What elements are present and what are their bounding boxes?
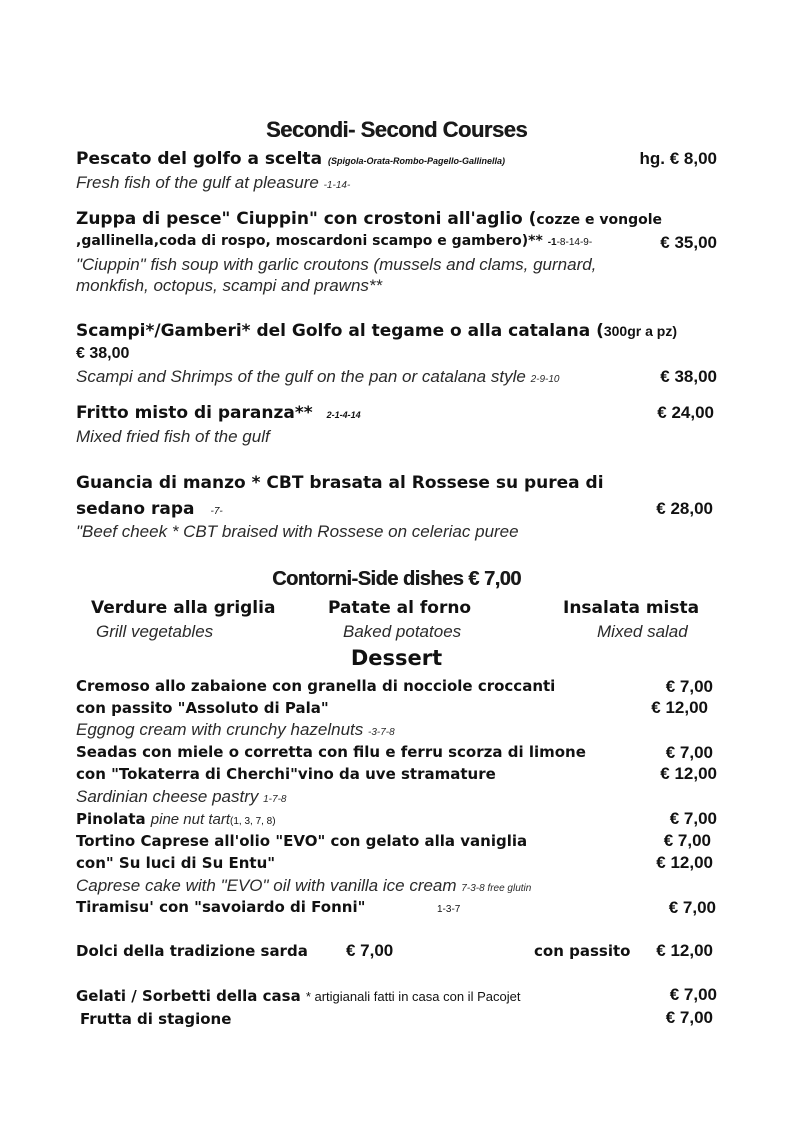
frutta-price: € 7,00	[665, 1008, 713, 1027]
contorni-item-3-name: Insalata mista	[563, 598, 700, 618]
seadas-price-1: € 7,00	[665, 743, 713, 762]
guancia-allergens: -7-	[210, 506, 223, 517]
cremoso-allergens: -3-7-8	[368, 727, 395, 738]
scampi-en-text: Scampi and Shrimps of the gulf on the pan or catalana style	[76, 367, 526, 386]
tortino-price-1: € 7,00	[663, 831, 711, 850]
guancia-name-2	[76, 499, 223, 519]
tortino-price-2: € 12,00	[656, 853, 713, 872]
section-title-dessert: Dessert	[350, 646, 443, 670]
tiramisu-name: Tiramisu' con "savoiardo di Fonni"	[76, 898, 366, 916]
pinolata-name: Pinolata	[76, 810, 146, 828]
zuppa-en-2: monkfish, octopus, scampi and prawns**	[76, 276, 383, 295]
seadas-allergens: 1-7-8	[263, 794, 287, 805]
zuppa-en-1: "Ciuppin" fish soup with garlic croutons (mussels and clams, gurnard,	[76, 255, 597, 274]
pinolata-allergens: (1, 3, 7, 8)	[230, 816, 276, 827]
pinolata-en: pine nut tart	[150, 811, 230, 828]
scampi-allergens: 2-9-10	[530, 374, 560, 385]
scampi-price-line: € 38,00	[76, 345, 130, 362]
gelati-line	[76, 986, 520, 1005]
dolci-price: € 7,00	[346, 941, 394, 960]
contorni-item-2-en: Baked potatoes	[343, 622, 462, 641]
fritto-en: Mixed fried fish of the gulf	[76, 427, 270, 446]
cremoso-en	[76, 720, 395, 740]
gelati-price: € 7,00	[669, 985, 717, 1004]
guancia-name-2-text: sedano rapa	[76, 499, 195, 519]
zuppa-line2	[76, 233, 592, 249]
seadas-price-2: € 12,00	[660, 764, 717, 783]
tortino-en	[76, 876, 531, 896]
scampi-name-text: Scampi*/Gamberi* del Golfo al tegame o alla catalana (	[76, 321, 604, 341]
gelati-name: Gelati / Sorbetti della casa	[76, 987, 301, 1005]
pescato-name-text: Pescato del golfo a scelta	[76, 149, 323, 169]
dolci-name: Dolci della tradizione sarda	[76, 942, 308, 960]
cremoso-en-text: Eggnog cream with crunchy hazelnuts	[76, 720, 364, 739]
section-title-contorni: Contorni-Side dishes € 7,00	[272, 568, 521, 590]
pescato-name	[76, 149, 505, 169]
dolci-passito-label: con passito	[534, 942, 631, 960]
tortino-line-1: Tortino Caprese all'olio "EVO" con gelato alla vaniglia	[76, 832, 528, 850]
pescato-allergens: -1-14-	[323, 180, 351, 191]
tiramisu-price: € 7,00	[668, 898, 716, 917]
zuppa-name	[76, 209, 662, 229]
scampi-detail: 300gr a pz)	[603, 323, 677, 339]
seadas-en	[76, 787, 286, 807]
contorni-item-1-name: Verdure alla griglia	[91, 598, 276, 618]
zuppa-line2-text: ,gallinella,coda di rospo, moscardoni scampo e gambero)**	[76, 233, 543, 249]
cremoso-price-1: € 7,00	[665, 677, 713, 696]
contorni-item-2-name: Patate al forno	[328, 598, 472, 618]
guancia-en: "Beef cheek * CBT braised with Rossese on celeriac puree	[76, 522, 519, 541]
zuppa-allergens: -8-14-9-	[556, 237, 593, 248]
gelati-note: * artigianali fatti in casa con il Pacojet	[305, 989, 521, 1004]
pescato-en-text: Fresh fish of the gulf at pleasure	[76, 173, 319, 192]
tortino-allergens: 7-3-8 free glutin	[461, 883, 532, 894]
tortino-line-2: con" Su luci di Su Entu"	[76, 854, 276, 872]
contorni-item-3-en: Mixed salad	[597, 622, 688, 641]
seadas-line-1: Seadas con miele o corretta con filu e ferru scorza di limone	[76, 743, 586, 761]
seadas-en-text: Sardinian cheese pastry	[76, 787, 259, 806]
fritto-name	[76, 403, 361, 423]
fritto-allergens: 2-1-4-14	[326, 410, 361, 420]
cremoso-line-2: con passito "Assoluto di Pala"	[76, 699, 329, 717]
contorni-item-1-en: Grill vegetables	[96, 622, 214, 641]
guancia-name-1: Guancia di manzo * CBT brasata al Rossese su purea di	[76, 473, 604, 493]
tortino-en-text: Caprese cake with "EVO" oil with vanilla ice cream	[76, 876, 457, 895]
dolci-passito-price: € 12,00	[656, 941, 713, 960]
seadas-line-2: con "Tokaterra di Cherchi"vino da uve stramature	[76, 765, 496, 783]
pescato-detail: (Spigola-Orata-Rombo-Pagello-Gallinella)	[327, 156, 505, 166]
cremoso-price-2: € 12,00	[651, 698, 708, 717]
guancia-price: € 28,00	[656, 499, 713, 518]
scampi-name	[76, 321, 677, 341]
pescato-en	[76, 173, 350, 193]
pinolata-line	[76, 809, 276, 828]
zuppa-price: € 35,00	[660, 233, 717, 252]
tiramisu-allergens: 1-3-7	[437, 904, 461, 915]
cremoso-line-1: Cremoso allo zabaione con granella di nocciole croccanti	[76, 677, 556, 695]
fritto-price: € 24,00	[657, 403, 714, 422]
scampi-price: € 38,00	[660, 367, 717, 386]
fritto-name-text: Fritto misto di paranza**	[76, 403, 313, 423]
scampi-en	[76, 367, 559, 387]
zuppa-allergens-b: -1	[547, 237, 557, 248]
zuppa-name-text: Zuppa di pesce" Ciuppin" con crostoni all'aglio (	[76, 209, 537, 229]
pescato-price: hg. € 8,00	[639, 149, 717, 168]
section-title-secondi: Secondi- Second Courses	[265, 117, 528, 142]
frutta-name: Frutta di stagione	[80, 1010, 232, 1028]
zuppa-detail: cozze e vongole	[536, 212, 663, 228]
pinolata-price: € 7,00	[669, 809, 717, 828]
